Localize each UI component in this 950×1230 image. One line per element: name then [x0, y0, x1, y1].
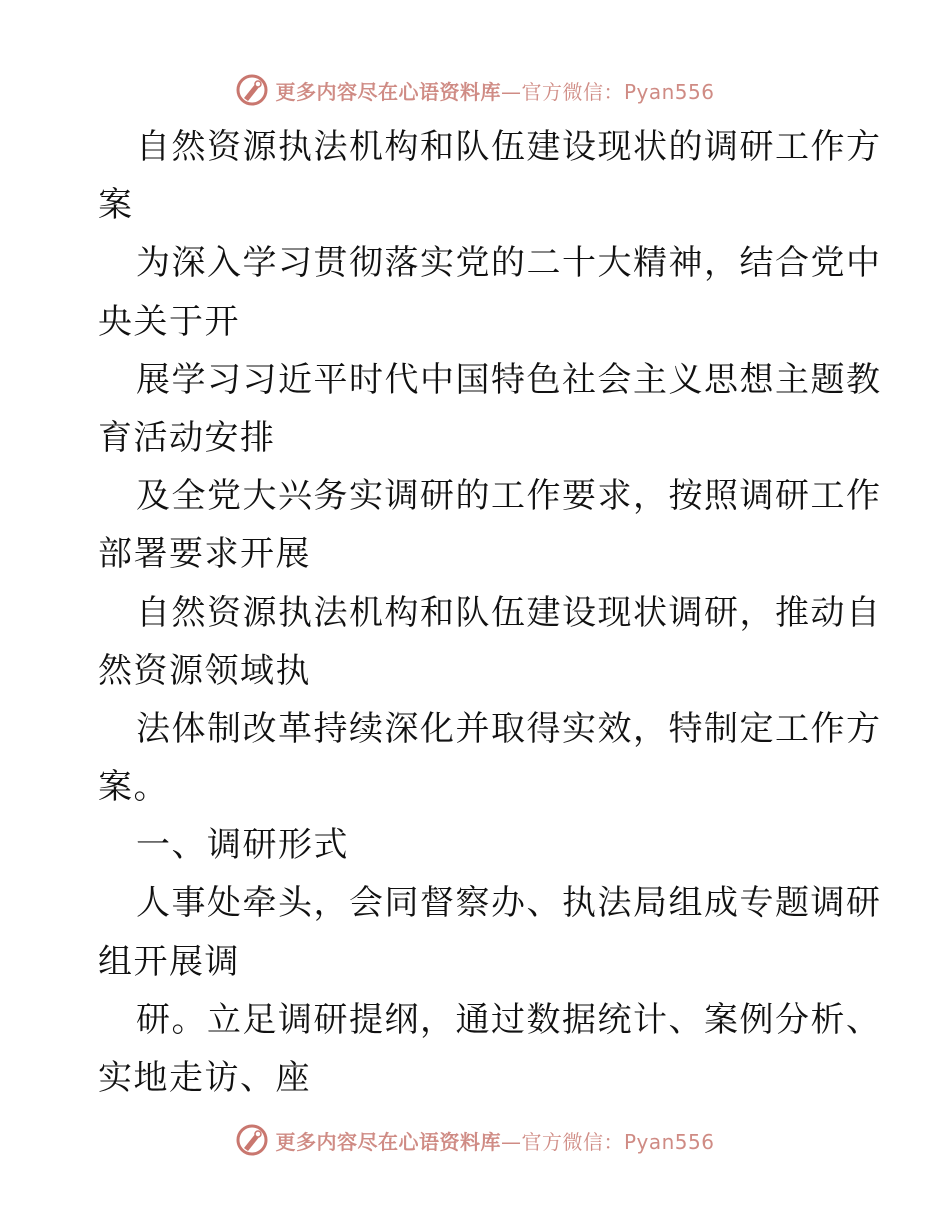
watermark-brand: 更多内容尽在心语资料库 [275, 79, 501, 104]
pen-circle-logo-icon [235, 1123, 269, 1157]
body-line: 自然资源执法机构和队伍建设现状的调研工作方 [136, 127, 882, 167]
header-watermark [0, 70, 950, 110]
document-body [98, 118, 882, 1107]
body-line: 然资源领域执 [98, 650, 311, 691]
body-line: 育活动安排 [98, 417, 276, 458]
body-line: 自然资源执法机构和队伍建设现状调研，推动自 [136, 592, 882, 633]
body-line: 人事处牵头，会同督察办、执法局组成专题调研 [136, 883, 882, 924]
body-line: 展学习习近平时代中国特色社会主义思想主题教 [136, 359, 882, 400]
body-line: 案。 [98, 767, 169, 808]
watermark-contact: —官方微信：Pyan556 [500, 79, 715, 104]
body-line: 央关于开 [98, 301, 240, 342]
body-line: 研。立足调研提纲，通过数据统计、案例分析、 [136, 999, 882, 1040]
footer-watermark [0, 1120, 950, 1160]
watermark-text [275, 1126, 714, 1155]
pen-circle-logo-icon [235, 73, 269, 107]
section-heading: 一、调研形式 [136, 825, 349, 866]
body-line: 及全党大兴务实调研的工作要求，按照调研工作 [136, 476, 882, 517]
body-line: 实地走访、座 [98, 1058, 311, 1098]
watermark-brand: 更多内容尽在心语资料库 [275, 1129, 501, 1154]
body-line: 法体制改革持续深化并取得实效，特制定工作方 [136, 708, 882, 749]
body-line: 组开展调 [98, 941, 240, 982]
body-line: 部署要求开展 [98, 534, 311, 575]
body-line: 为深入学习贯彻落实党的二十大精神，结合党中 [136, 243, 882, 284]
watermark-contact: —官方微信：Pyan556 [500, 1129, 715, 1154]
body-line: 案 [98, 185, 134, 226]
watermark-text [275, 76, 714, 105]
